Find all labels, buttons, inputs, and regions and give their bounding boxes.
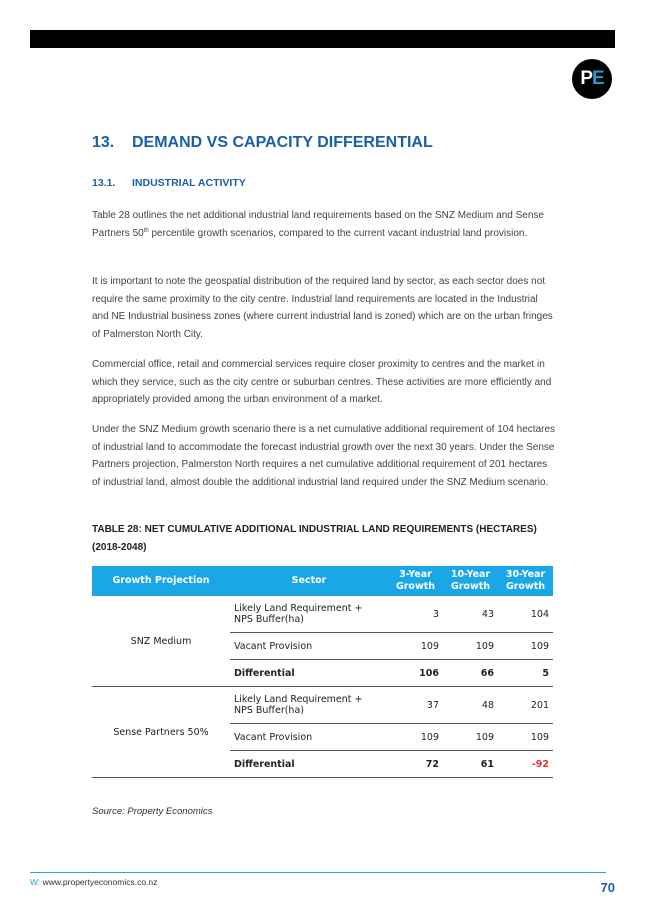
pe-logo: PE [572,59,612,99]
subsection-number: 13.1. [92,177,116,189]
sector-cell: Likely Land Requirement + NPS Buffer(ha) [230,687,388,724]
value-cell: 72 [388,751,443,778]
table-caption: TABLE 28: NET CUMULATIVE ADDITIONAL INDUSTRIAL LAND REQUIREMENTS (HECTARES) (2018-2048) [92,524,537,553]
paragraph-2: It is important to note the geospatial distribution of the required land by sector, as each sector does not require the same proximity to the city centre. Industrial land requirements are located in the Industrial and NE Industrial business zones (where current industrial land is zoned) which are on the urban fringes of Palmerston North City. [92,276,553,340]
value-cell: 5 [498,660,553,687]
value-cell: 66 [443,660,498,687]
value-cell: 37 [388,687,443,724]
value-cell: 109 [388,633,443,660]
footer-website: W: www.propertyeconomics.co.nz [30,877,158,887]
value-cell: 201 [498,687,553,724]
header-10-year: 10-Year Growth [443,566,498,596]
section-number: 13. [92,134,115,151]
sector-cell: Vacant Provision [230,633,388,660]
section-title: DEMAND VS CAPACITY DIFFERENTIAL [132,134,433,151]
header-growth-projection: Growth Projection [92,566,230,596]
land-requirements-table [92,566,553,778]
footer-divider [30,872,606,873]
value-cell: 61 [443,751,498,778]
sector-cell: Vacant Provision [230,724,388,751]
value-cell: 3 [388,596,443,633]
table-row [92,596,553,633]
sector-cell: Differential [230,660,388,687]
paragraph-4: Under the SNZ Medium growth scenario there is a net cumulative additional requirement of 104 hectares of industrial land to accommodate the forecast industrial growth over the next 30 years. Under the Sense Partners projection, Palmerston North requires a net cumulative additional requirement of 201 hectares of industrial land, almost double the additional industrial land required under the SNZ Medium scenario. [92,424,556,488]
value-cell: 109 [388,724,443,751]
sector-cell: Differential [230,751,388,778]
value-cell: 106 [388,660,443,687]
header-30-year: 30-Year Growth [498,566,553,596]
group-name: SNZ Medium [92,596,230,687]
section-heading [92,134,433,152]
value-cell: 43 [443,596,498,633]
table-row [92,687,553,724]
header-bar [30,30,615,48]
value-cell: 109 [443,724,498,751]
value-cell: 48 [443,687,498,724]
paragraph-1: Table 28 outlines the net additional industrial land requirements based on the SNZ Medium and Sense Partners 50th percentile growth scenarios, compared to the current vacant industrial land provision. [92,210,544,239]
source-note: Source: Property Economics [92,806,213,817]
website-link[interactable]: www.propertyeconomics.co.nz [42,877,158,887]
header-sector: Sector [230,566,388,596]
header-3-year: 3-Year Growth [388,566,443,596]
subsection-heading [92,177,246,189]
value-cell: 109 [443,633,498,660]
table-header-row [92,566,553,596]
value-cell: 104 [498,596,553,633]
sector-cell: Likely Land Requirement + NPS Buffer(ha) [230,596,388,633]
value-cell: 109 [498,724,553,751]
negative-value-cell: -92 [498,751,553,778]
value-cell: 109 [498,633,553,660]
page-number: 70 [600,880,615,895]
group-name: Sense Partners 50% [92,687,230,778]
paragraph-3: Commercial office, retail and commercial services require closer proximity to centres and the market in which they service, such as the city centre or suburban centres. These activities are more efficiently and appropriately provided among the urban environment of a market. [92,359,552,405]
subsection-title: INDUSTRIAL ACTIVITY [132,177,246,189]
